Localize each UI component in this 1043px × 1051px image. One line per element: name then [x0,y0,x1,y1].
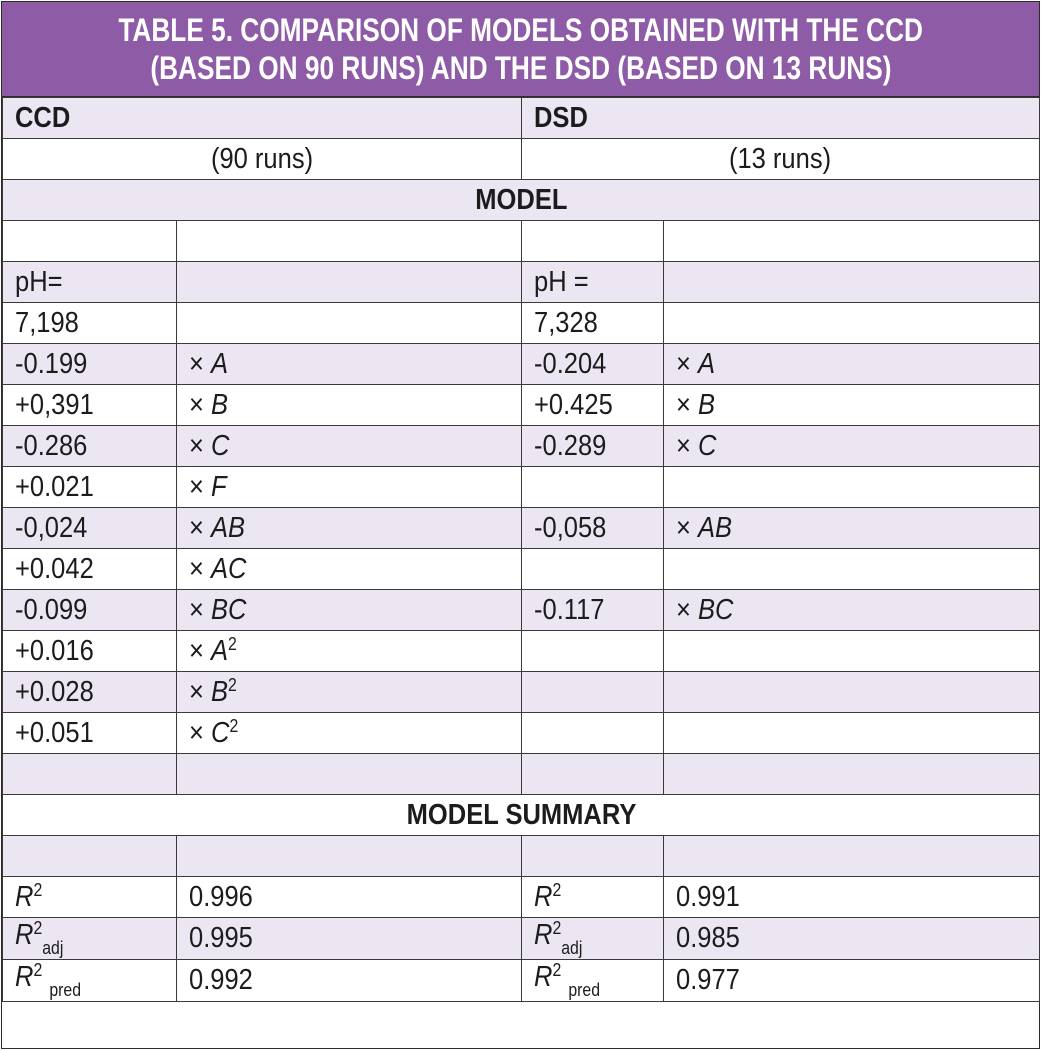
r2-row [3,877,1040,918]
empty-row [3,754,1040,795]
dsd-coefficient [522,713,664,754]
dsd-coefficient [522,631,664,672]
model-terms [3,344,1040,754]
model-label-row [3,262,1040,303]
ccd-coefficient: +0.028 [3,672,177,713]
ccd-term: × $C^2$ [177,713,522,754]
dsd-term: × AB [664,508,1040,549]
table-row [3,508,1040,549]
ccd-coefficient: +0.016 [3,631,177,672]
model-summary-heading: MODEL SUMMARY [3,795,1040,836]
dsd-r2-adj-value: 0.985 [664,918,1040,960]
dsd-r2-pred-value: 0.977 [664,960,1040,1002]
dsd-coefficient [522,467,664,508]
dsd-coefficient: -0.204 [522,344,664,385]
ccd-r2-pred-label: $R^2$ $_{pred}$ [3,960,177,1002]
ccd-response-label: pH= [3,262,177,303]
table-row [3,385,1040,426]
ccd-header: CCD [3,98,522,139]
table-row [3,426,1040,467]
dsd-coefficient: -0.117 [522,590,664,631]
dsd-term: × C [664,426,1040,467]
ccd-coefficient: +0.051 [3,713,177,754]
dsd-intercept: 7,328 [522,303,664,344]
dsd-coefficient: +0.425 [522,385,664,426]
dsd-r2-value: 0.991 [664,877,1040,918]
table-row [3,590,1040,631]
dsd-r2-label: $R^2$ [522,877,664,918]
model-comparison-table [2,97,1040,1002]
ccd-r2-label: $R^2$ [3,877,177,918]
ccd-term: × $A^2$ [177,631,522,672]
r2-adj-row [3,918,1040,960]
empty-row [3,221,1040,262]
ccd-term: × $B^2$ [177,672,522,713]
ccd-r2-value: 0.996 [177,877,522,918]
model-section-header [3,180,1040,221]
dsd-runs: (13 runs) [522,139,1040,180]
ccd-term: × BC [177,590,522,631]
dsd-coefficient [522,672,664,713]
table-row [3,549,1040,590]
table-container [1,1,1040,1049]
dsd-term [664,713,1040,754]
ccd-runs: (90 runs) [3,139,522,180]
ccd-term: × AC [177,549,522,590]
dsd-term [664,631,1040,672]
design-header-row [3,98,1040,139]
table-row [3,344,1040,385]
ccd-coefficient: +0,391 [3,385,177,426]
ccd-coefficient: -0.199 [3,344,177,385]
ccd-r2-adj-value: 0.995 [177,918,522,960]
dsd-coefficient: -0.289 [522,426,664,467]
dsd-term: × BC [664,590,1040,631]
dsd-term: × B [664,385,1040,426]
ccd-coefficient: +0.021 [3,467,177,508]
runs-row [3,139,1040,180]
ccd-term: × B [177,385,522,426]
table-row [3,672,1040,713]
table-title [2,2,1039,97]
ccd-intercept: 7,198 [3,303,177,344]
ccd-term: × AB [177,508,522,549]
r2-pred-row [3,960,1040,1002]
dsd-coefficient [522,549,664,590]
dsd-coefficient: -0,058 [522,508,664,549]
dsd-header: DSD [522,98,1040,139]
title-line-2: (BASED ON 90 RUNS) AND THE DSD (BASED ON 13 RUNS) [149,50,892,86]
ccd-r2-adj-label: $R^2_{adj}$ [3,918,177,960]
dsd-r2-adj-label: $R^2_{adj}$ [522,918,664,960]
dsd-term [664,549,1040,590]
table-row [3,467,1040,508]
title-line-1: TABLE 5. COMPARISON OF MODELS OBTAINED WITH THE CCD [118,12,923,48]
ccd-term: × C [177,426,522,467]
dsd-term [664,467,1040,508]
ccd-coefficient: -0.099 [3,590,177,631]
dsd-response-label: pH = [522,262,664,303]
ccd-term: × A [177,344,522,385]
dsd-term: × A [664,344,1040,385]
table-row [3,713,1040,754]
ccd-r2-pred-value: 0.992 [177,960,522,1002]
model-heading: MODEL [3,180,1040,221]
empty-row [3,836,1040,877]
ccd-coefficient: -0,024 [3,508,177,549]
summary-section-header [3,795,1040,836]
dsd-r2-pred-label: $R^2$ $_{pred}$ [522,960,664,1002]
table-row [3,631,1040,672]
intercept-row [3,303,1040,344]
ccd-coefficient: -0.286 [3,426,177,467]
dsd-term [664,672,1040,713]
ccd-coefficient: +0.042 [3,549,177,590]
ccd-term: × F [177,467,522,508]
